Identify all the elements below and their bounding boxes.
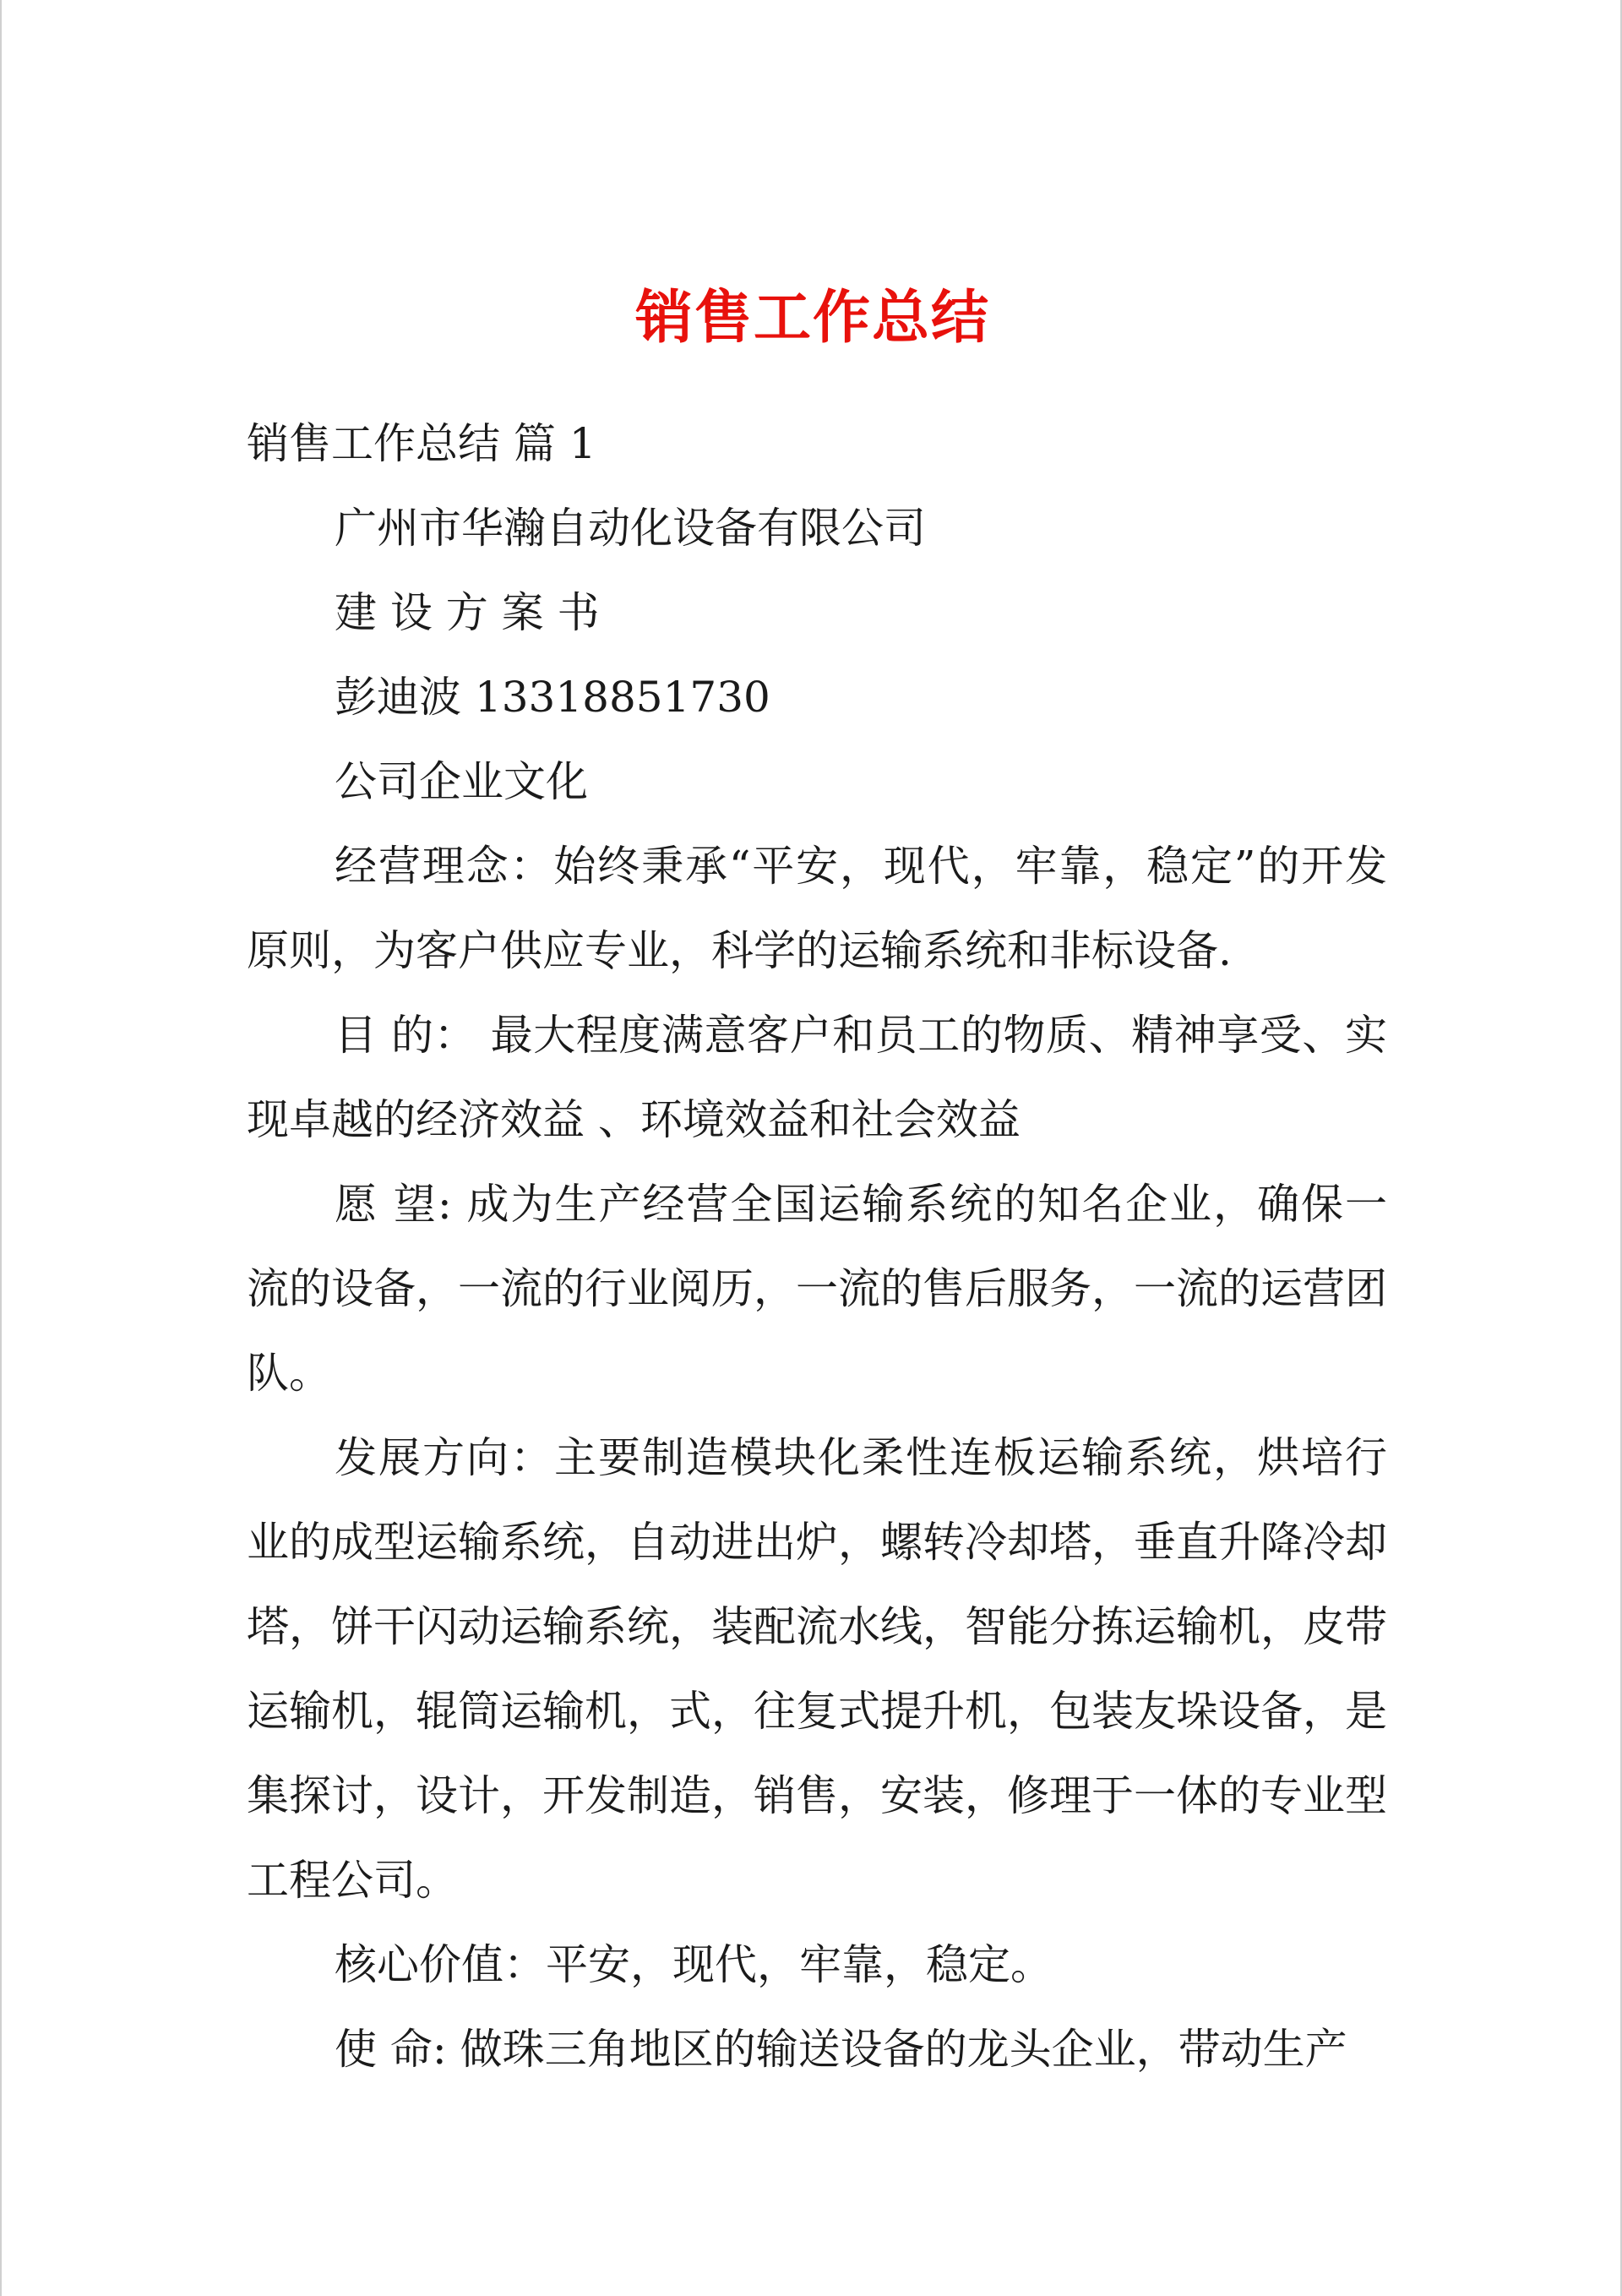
paragraph-mission: 使 命: 做珠三角地区的输送设备的龙头企业，带动生产 (335, 2025, 1347, 2074)
proposal-title: 建 设 方 案 书 (335, 588, 600, 637)
section-heading: 销售工作总结 篇 1 (247, 419, 596, 468)
paragraph-direction: 发展方向：主要制造模块化柔性连板运输系统，烘培行业的成型运输系统，自动进出炉，螺转冷却塔，垂直升降冷却塔，饼干闪动运输系统，装配流水线，智能分拣运输机，皮带运输机，辊筒运输机，式，往复式提升机，包装友垛设备，是集探讨，设计，开发制造，销售，安装，修理于一体的专业型工程公司。 (247, 1433, 1387, 1905)
paragraph-philosophy: 经营理念：始终秉承“平安，现代，牢靠，稳定”的开发原则，为客户供应专业，科学的运输系统和非标设备. (247, 842, 1387, 975)
paragraph-core-values: 核心价值：平安，现代，牢靠，稳定。 (335, 1940, 1053, 1989)
paragraph-vision: 愿 望: 成为生产经营全国运输系统的知名企业，确保一流的设备，一流的行业阅历，一流的售后服务，一流的运营团队。 (247, 1180, 1387, 1398)
contact-line: 彭迪波 13318851730 (335, 673, 770, 722)
document-body (247, 401, 1387, 2091)
company-name: 广州市华瀚自动化设备有限公司 (335, 504, 926, 553)
paragraph-purpose: 目 的： 最大程度满意客户和员工的物质、精神享受、实现卓越的经济效益 、环境效益和社会效益 (247, 1011, 1387, 1144)
culture-heading: 公司企业文化 (335, 757, 588, 806)
document-title: 销售工作总结 (634, 283, 990, 352)
